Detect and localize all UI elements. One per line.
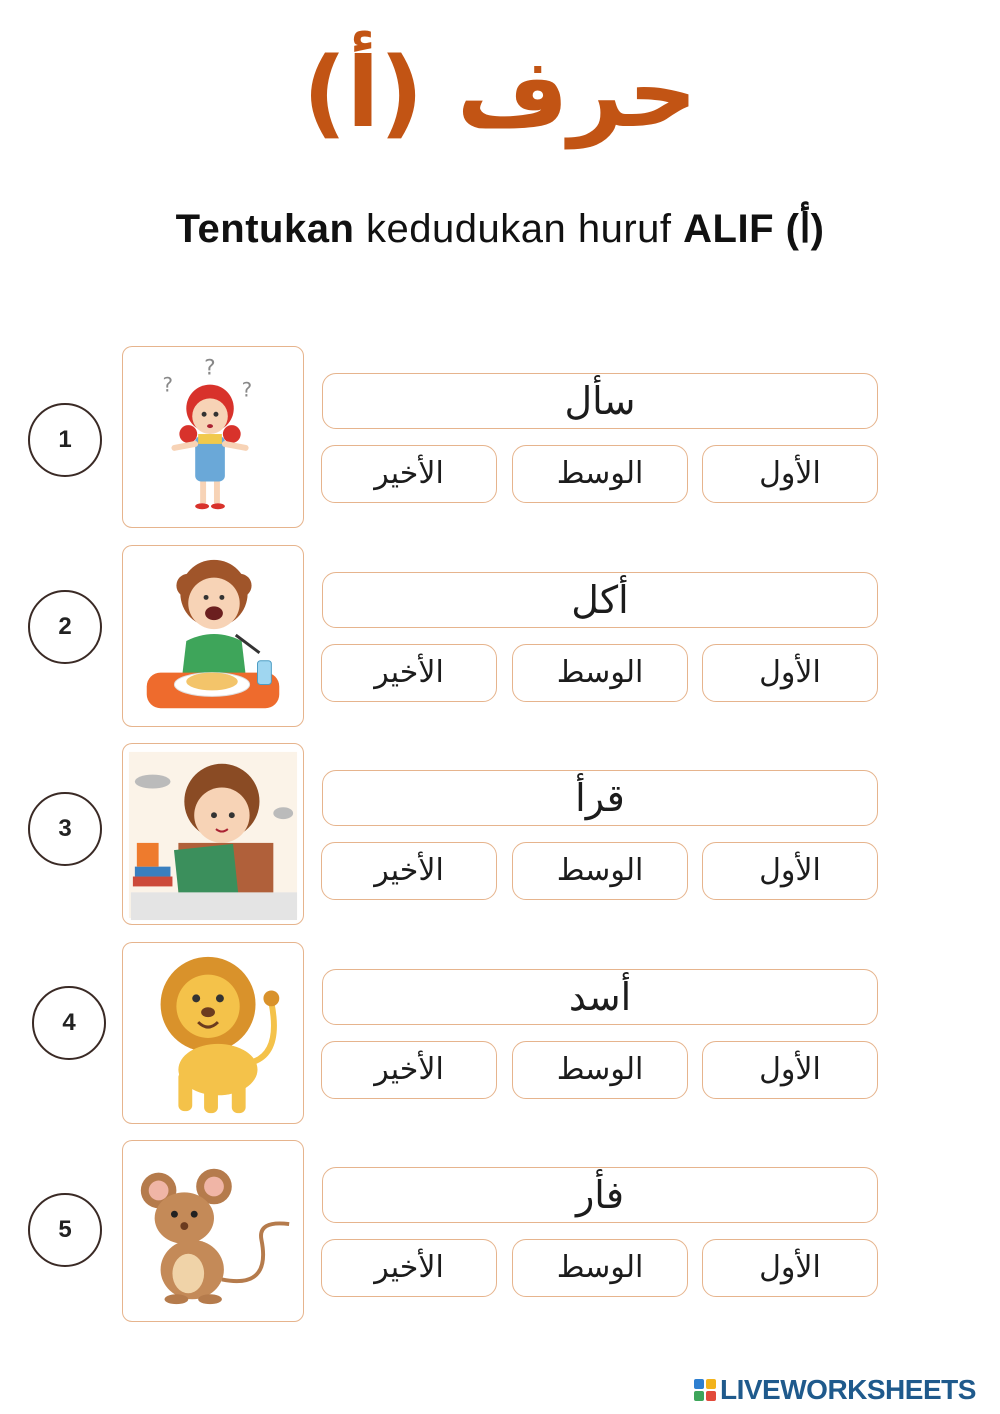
option-first-button[interactable]: الأول [702, 842, 878, 900]
arabic-word: أسد [322, 969, 878, 1025]
boy-reading-picture [122, 743, 304, 925]
option-middle-button[interactable]: الوسط [512, 842, 688, 900]
question-number: 5 [28, 1193, 102, 1267]
option-first-button[interactable]: الأول [702, 445, 878, 503]
option-last-button[interactable]: الأخير [321, 1041, 497, 1099]
question-row-5 [0, 1140, 1000, 1326]
instruction-bold-start: Tentukan [175, 207, 355, 251]
page-title: حرف (أ) [302, 37, 698, 149]
option-middle-button[interactable]: الوسط [512, 644, 688, 702]
arabic-word: فأر [322, 1167, 878, 1223]
question-row-3 [0, 743, 1000, 929]
option-middle-button[interactable]: الوسط [512, 1041, 688, 1099]
option-first-button[interactable]: الأول [702, 644, 878, 702]
brand-text: LIVEWORKSHEETS [720, 1374, 976, 1405]
arabic-word: أكل [322, 572, 878, 628]
liveworksheets-logo [694, 1374, 976, 1406]
question-row-2 [0, 545, 1000, 731]
arabic-word: قرأ [322, 770, 878, 826]
mouse-picture [122, 1140, 304, 1322]
option-last-button[interactable]: الأخير [321, 445, 497, 503]
question-row-4 [0, 942, 1000, 1128]
svg-text:?: ? [204, 355, 216, 381]
option-first-button[interactable]: الأول [702, 1239, 878, 1297]
option-first-button[interactable]: الأول [702, 1041, 878, 1099]
option-middle-button[interactable]: الوسط [512, 1239, 688, 1297]
svg-text:?: ? [241, 378, 253, 402]
option-middle-button[interactable]: الوسط [512, 445, 688, 503]
option-last-button[interactable]: الأخير [321, 1239, 497, 1297]
question-number: 1 [28, 403, 102, 477]
option-last-button[interactable]: الأخير [321, 644, 497, 702]
arabic-word: سأل [322, 373, 878, 429]
question-number: 2 [28, 590, 102, 664]
option-last-button[interactable]: الأخير [321, 842, 497, 900]
logo-grid-icon [694, 1379, 716, 1401]
question-number: 3 [28, 792, 102, 866]
lion-picture [122, 942, 304, 1124]
instruction-bold-end: ALIF (أ) [683, 207, 825, 251]
instruction-text [0, 206, 1000, 252]
instruction-middle: kedudukan huruf [354, 207, 684, 251]
svg-text:?: ? [162, 373, 174, 397]
boy-eating-picture [122, 545, 304, 727]
question-number: 4 [32, 986, 106, 1060]
question-row-1 [0, 346, 1000, 532]
confused-girl-picture [122, 346, 304, 528]
